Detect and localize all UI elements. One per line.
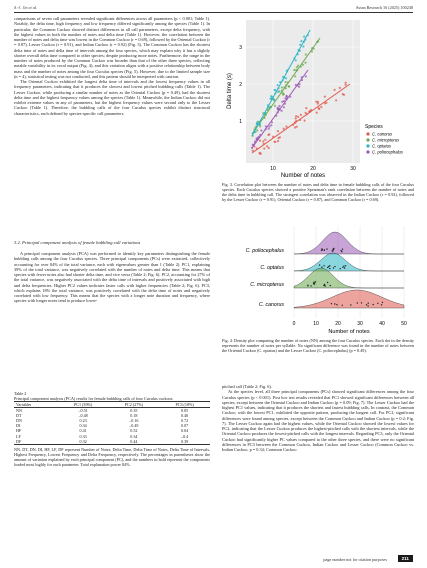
legend-entry: C. micropterus <box>372 137 400 143</box>
figure-3-scatter <box>222 16 414 179</box>
density-dot <box>310 285 311 286</box>
density-dot <box>361 302 362 303</box>
col-header: Variables <box>14 402 58 408</box>
x-tick: 50 <box>401 321 407 327</box>
table-label: Table 2 <box>14 391 27 396</box>
cell: 0.34 <box>130 433 138 439</box>
point-poliocephalus <box>305 75 307 77</box>
figure-3-caption: Fig. 3. Correlation plot between the number of notes and delta time in female bubbling calls of the four Cuculus species. Each Cuculus species showed a positive Spearman's rank correlation between the number of notes and the delta time in bubbling call. The strongest correlation was observed in the Indian Cuckoo (r = 0.92), followed by the Lesser Cuckoo (r = 0.91), Oriental Cuckoo (r = 0.87), and Common Cuckoo (r = 0.69). <box>222 182 414 203</box>
legend-swatch <box>366 144 369 147</box>
point-canorus <box>317 103 319 105</box>
cell: HF <box>16 428 22 434</box>
density-dot <box>340 250 341 251</box>
density-dot <box>333 267 334 268</box>
point-canorus <box>259 140 261 142</box>
density-dot <box>314 283 315 284</box>
legend-entry: C. optatus <box>372 143 392 149</box>
density-dot <box>332 250 333 251</box>
density-dot <box>377 303 378 304</box>
point-canorus <box>277 137 279 139</box>
point-poliocephalus <box>298 86 300 88</box>
point-canorus <box>305 107 307 109</box>
point-canorus <box>273 141 275 143</box>
density-dot <box>342 267 343 268</box>
point-canorus <box>295 117 297 119</box>
density-dot <box>381 304 382 305</box>
point-poliocephalus <box>260 129 262 131</box>
point-canorus <box>296 126 298 128</box>
point-optatus <box>273 99 275 101</box>
density-dot <box>336 304 337 305</box>
cell: 0.40 <box>181 413 189 419</box>
paragraph: At the species level, all three principal components (PCs) showed significant differences among the four Cuculus species (p < 0.001). Post hoc test results revealed that PC1 showed significant differences between all species, except between the Oriental Cuckoo and Indian Cuckoo (p = 0.09; Fig. 7). The Lesser Cuckoo had the highest PC1 values, indicating that it produces the shortest and fastest bubbling calls. In contrast, the Common Cuckoo, with the lowest PC1, exhibited the opposite pattern, producing the longest call. For PC2, significant differences were found among species, except between the Common Cuckoo and Indian Cuckoo (p = 0.2; Fig. 7). The Lesser Cuckoo again had the highest values, while the Oriental Cuckoo showed the lowest values for PC2, indicating that the Lesser Cuckoo produces the highest-pitched calls with the shortest intervals, while the Oriental Cuckoo produces the lowest-pitched calls with the longest intervals. Regarding PC3, only the Oriental Cuckoo had significantly higher PC values compared to the other three species, and there were no significant differences in PC3 between the Common Cuckoo, Indian Cuckoo and Lesser Cuckoo (Common Cuckoo vs. Indian Cuckoo, p = 0.34; Common Cuckoo <box>222 389 414 452</box>
ridge-optatus <box>294 253 404 271</box>
density-dot <box>373 304 374 305</box>
density-dot <box>342 249 343 250</box>
paragraph: The Oriental Cuckoo exhibited the longest delta time of intervals and the lowest frequency values in all frequency parameters, indicating that it produces the slowest and lowest pitched bubbling calls (Table 1). The Lesser Cuckoo, while producing a similar number of notes as the Oriental Cuckoo (p = 0.49), had the shortest delta time and the highest frequency values among the species (Table 1). Meanwhile, the Indian Cuckoo did not exhibit extreme values in any of parameters, but the highest frequency values were second only to the Lesser Cuckoo (Table 1). Therefore, the bubbling calls of the four Cuculus species exhibit distinct structural characteristics, each defined by species-specific call parameters. <box>14 79 210 116</box>
cell: 0.39 <box>159 439 210 445</box>
x-tick: 20 <box>335 321 341 327</box>
point-micropterus <box>256 129 258 131</box>
density-dot <box>382 302 383 303</box>
left-column-top <box>14 16 210 116</box>
paragraph: comparisons of seven call parameters revealed significant differences across all parameters (p < 0.001; Table 1). Notably, the delta time, high frequency and low frequency differed significantly among the species (Table 1). In particular, the Common Cuckoo showed distinct differences in all call parameters, except delta frequency, with the highest values in both the number of notes and delta time (Table 1). However, the correlation between the number of notes and delta time was lowest in the Common Cuckoo (r = 0.69), followed by the Oriental Cuckoo (r = 0.87), Lesser Cuckoo (r = 0.91), and Indian Cuckoo (r = 0.92) (Fig. 3). The Common Cuckoo has the shortest delta time of notes and delta time of intervals among the four species, which may explain why it has a slightly shorter overall delta time compared to other species; despite producing more notes. Furthermore, the range in the number of notes produced by the Common Cuckoo was broader than that of the other three species, reflecting notable variability in its vocal output (Fig. 4), and this variation aligns with a positive relationship between body mass and the number of notes among the four Cuculus species (Fig. 5). However, due to the limited sample size (n = 4), statistical testing was not conducted, and this pattern should be interpreted with caution. <box>14 16 210 79</box>
point-canorus <box>345 82 347 84</box>
ridge-poliocephalus <box>294 232 404 254</box>
point-canorus <box>320 106 322 108</box>
cell: 0.07 <box>181 423 189 429</box>
point-canorus <box>334 89 336 91</box>
point-micropterus <box>274 105 276 107</box>
point-micropterus <box>304 62 306 64</box>
cell: 0.44 <box>108 439 159 445</box>
point-canorus <box>285 126 287 128</box>
density-dot <box>321 267 322 268</box>
cell: 0.72 <box>181 418 189 424</box>
point-optatus <box>303 36 305 38</box>
density-dot <box>323 265 324 266</box>
point-canorus <box>318 108 320 110</box>
point-micropterus <box>283 93 285 95</box>
y-axis-label: Delta time (s) <box>227 73 233 109</box>
point-canorus <box>335 99 337 101</box>
density-dot <box>366 304 367 305</box>
density-dot <box>343 266 344 267</box>
density-dot <box>342 305 343 306</box>
point-optatus <box>256 122 258 124</box>
table-title: Principal component analysis (PCA) results for female bubbling calls of four Cuculus cuckoos. <box>14 396 174 401</box>
point-micropterus <box>294 75 296 77</box>
point-micropterus <box>285 81 287 83</box>
cell: 0.18 <box>130 413 138 419</box>
cell: DT <box>16 413 22 419</box>
point-optatus <box>277 91 279 93</box>
density-dot <box>326 248 327 249</box>
point-poliocephalus <box>283 106 285 108</box>
point-micropterus <box>293 69 295 71</box>
legend-swatch <box>366 138 369 141</box>
table-2 <box>14 391 210 467</box>
density-dot <box>325 285 326 286</box>
ridge-label: C. micropterus <box>250 282 284 288</box>
point-canorus <box>342 93 344 95</box>
point-canorus <box>297 116 299 118</box>
point-canorus <box>300 114 302 116</box>
cell: DN <box>16 418 22 424</box>
cell: DF <box>14 439 58 445</box>
cell: –0.51 <box>78 408 88 414</box>
y-tick: 3 <box>239 45 242 51</box>
point-canorus <box>263 147 265 149</box>
point-micropterus <box>302 64 304 66</box>
point-optatus <box>295 59 297 61</box>
cell: 0.23 <box>79 418 87 424</box>
x-axis-label: Number of notes <box>328 329 370 335</box>
legend-entry: C. poliocephalus <box>372 149 403 155</box>
cell: NN <box>16 408 22 414</box>
cell: 0.34 <box>79 423 87 429</box>
density-dot <box>327 282 328 283</box>
legend-title: Species <box>365 124 383 130</box>
ridge-label: C. optatus <box>260 265 284 271</box>
running-journal: Avian Research 16 (2025) 100248 <box>355 5 413 10</box>
density-dot <box>350 304 351 305</box>
density-dot <box>334 266 335 267</box>
point-canorus <box>304 120 306 122</box>
density-dot <box>324 250 325 251</box>
cell: –0.48 <box>78 413 88 419</box>
density-dot <box>319 264 320 265</box>
cell: DI <box>16 423 21 429</box>
x-tick: 30 <box>350 166 356 172</box>
point-micropterus <box>281 86 283 88</box>
density-dot <box>344 267 345 268</box>
x-tick: 20 <box>310 166 316 172</box>
cell: 0.35 <box>130 408 138 414</box>
point-poliocephalus <box>270 124 272 126</box>
point-canorus <box>267 134 269 136</box>
point-canorus <box>266 145 268 147</box>
table-row <box>14 439 210 445</box>
x-axis-label: Number of notes <box>280 173 326 179</box>
legend-swatch <box>366 132 369 135</box>
x-tick: 30 <box>357 321 363 327</box>
point-canorus <box>283 128 285 130</box>
point-canorus <box>345 84 347 86</box>
paragraph: A principal component analysis (PCA) was performed to identify key parameters distinguishing the female bubbling calls among the four Cuculus species. Three principal components (PCs) were extracted, collectively accounting for over 84% of the total variance, each with eigenvalues greater than 1 (Table 2). PC1, explaining 39% of the total variance, was negatively correlated with the number of notes and delta time. This means that species with fewer notes also had shorter delta time, and vice versa (Table 2; Fig. 6). PC2, accounting for 27% of the total variance, was negatively associated with the delta time of intervals and positively associated with high and delta frequencies. Higher PC2 values indicates faster calls with higher frequencies (Table 2; Fig. 6). PC3, which explains 18% the total variance, was positively correlated with the delta time of notes and negatively correlated with low frequency. This means that the species with a longer note duration and frequency, where species with longer notes tend to produce lower- <box>14 251 210 304</box>
point-poliocephalus <box>281 110 283 112</box>
cell: 0.41 <box>79 428 87 434</box>
cell: LF <box>16 433 21 439</box>
footer-note: page number not for citation purposes <box>323 557 387 562</box>
figure-4-density <box>222 224 414 336</box>
col-header: PC2 (27%) <box>108 402 159 408</box>
col-header: PC1 (39%) <box>58 402 109 408</box>
legend-entry: C. canorus <box>372 131 393 137</box>
point-canorus <box>264 139 266 141</box>
point-canorus <box>277 130 279 132</box>
col-header: PC3 (18%) <box>159 402 210 408</box>
paragraph: pitched call (Table 2; Fig. 6). <box>222 384 272 389</box>
point-poliocephalus <box>268 128 270 130</box>
point-canorus <box>324 96 326 98</box>
density-dot <box>332 249 333 250</box>
header-rule <box>14 12 413 13</box>
density-dot <box>334 303 335 304</box>
y-tick: 2 <box>239 82 242 88</box>
density-dot <box>307 285 308 286</box>
cell: –0.4 <box>181 433 189 439</box>
page-number: 211 <box>398 555 413 562</box>
density-dot <box>367 305 368 306</box>
density-dot <box>329 268 330 269</box>
figure-4-caption: Fig. 4. Density plot comparing the number of notes (NN) among the four Cuculus species. Each dot in the density represents the number of notes per syllable. No significant difference was found in the number of notes between the Oriental Cuckoo (C. optatus) and the Lesser Cuckoo (C. poliocephalus) (p = 0.49). <box>222 338 414 354</box>
cell: –0.16 <box>129 418 139 424</box>
table-note: NN, DT, DN, DI, HF, LF, DF represent Number of Notes, Delta Time, Delta Time of Notes, Delta Time of Intervals, Highest Frequency, Lowest Frequency and Delta Frequency, respectively. The percentages in parentheses show the amount of variation explained by each principal component (PC), and the numbers in bold represent the components loaded most highly for each parameter. Total explanation power 84%. <box>14 446 210 467</box>
x-tick: 0 <box>292 321 296 327</box>
point-micropterus <box>297 65 299 67</box>
cell: 0.32 <box>58 439 109 445</box>
point-optatus <box>300 40 302 42</box>
cell: 0.52 <box>130 428 138 434</box>
section-heading: 3.2. Principal component analysis of female bubbling call variations <box>14 240 141 245</box>
point-canorus <box>316 112 318 114</box>
density-dot <box>340 268 341 269</box>
density-dot <box>328 266 329 267</box>
point-optatus <box>274 89 276 91</box>
point-canorus <box>324 102 326 104</box>
density-dot <box>331 303 332 304</box>
point-micropterus <box>305 53 307 55</box>
point-optatus <box>277 84 279 86</box>
running-author: S.-J. Jin et al. <box>14 5 38 10</box>
cell: 0.33 <box>79 433 87 439</box>
cell: –0.49 <box>129 423 139 429</box>
right-column-bottom <box>222 384 414 452</box>
x-tick: 10 <box>270 166 276 172</box>
density-dot <box>330 285 331 286</box>
left-column-mid <box>14 251 210 304</box>
ridge-canorus <box>294 290 404 308</box>
legend <box>365 124 404 155</box>
point-canorus <box>277 140 279 142</box>
point-poliocephalus <box>268 125 270 127</box>
point-canorus <box>260 153 262 155</box>
point-canorus <box>339 87 341 89</box>
x-tick: 10 <box>313 321 319 327</box>
point-micropterus <box>288 86 290 88</box>
point-canorus <box>268 147 270 149</box>
cell: 0.05 <box>181 408 189 414</box>
density-dot <box>357 302 358 303</box>
pca-table <box>14 401 210 445</box>
density-dot <box>368 303 369 304</box>
point-canorus <box>295 115 297 117</box>
density-dot <box>345 265 346 266</box>
point-poliocephalus <box>278 105 280 107</box>
density-dot <box>321 248 322 249</box>
density-dot <box>327 267 328 268</box>
point-canorus <box>305 112 307 114</box>
y-tick: 1 <box>239 119 242 125</box>
ridge-label: C. poliocephalus <box>245 248 284 254</box>
x-tick: 40 <box>379 321 385 327</box>
legend-swatch <box>366 150 369 153</box>
density-ridges <box>294 232 404 308</box>
point-optatus <box>302 45 304 47</box>
density-dot <box>323 285 324 286</box>
density-dot <box>315 281 316 282</box>
point-canorus <box>262 140 264 142</box>
cell: 0.04 <box>181 428 189 434</box>
ridge-label: C. canorus <box>258 302 284 308</box>
